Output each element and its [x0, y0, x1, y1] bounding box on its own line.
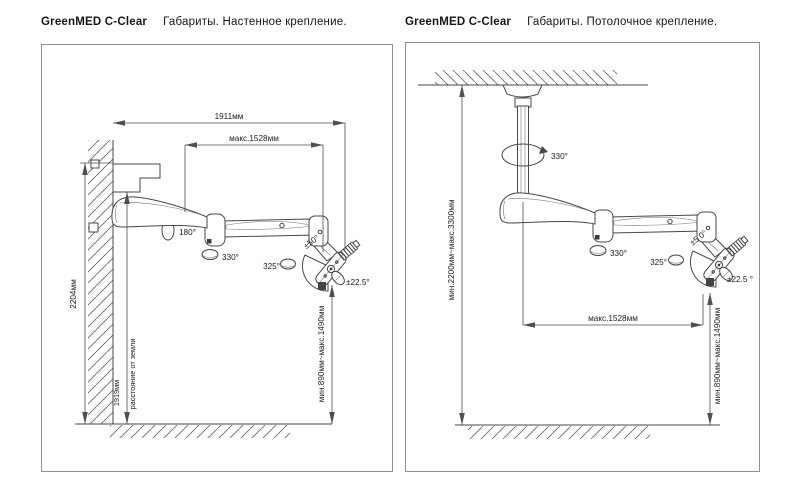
rotation-arrowhead [539, 146, 548, 154]
dim-head-range: мин.890мм~макс.1490мм [713, 307, 722, 405]
right-subtitle: Габариты. Потолочное крепление. [527, 16, 718, 28]
left-subtitle: Габариты. Настенное крепление. [163, 16, 347, 28]
angle-arm-rotate: 180° [179, 228, 196, 237]
dim-head-range: мин.890мм~макс.1490мм [317, 305, 326, 403]
angle-head-tilt: ±5 0° [688, 228, 709, 248]
ceiling-canopy [503, 85, 542, 97]
dim-reach-total: 1911мм [214, 112, 244, 121]
wall-bracket [113, 164, 160, 192]
ceiling-mount-diagram [405, 42, 760, 472]
dim-reach-max: макс.1528мм [229, 134, 279, 143]
angle-head-tilt: ±50° [302, 233, 321, 251]
right-panel-title [405, 16, 717, 28]
ceiling-pole [518, 106, 529, 202]
angle-head-swivel: ±22.5° [346, 278, 370, 287]
angle-pole-rotate: 330° [551, 152, 568, 161]
wall-mount-diagram [41, 44, 393, 472]
angle-joint1: 330° [222, 253, 239, 262]
left-panel-title [41, 16, 347, 28]
floor-hatch [110, 425, 290, 438]
angle-joint2: 325° [263, 262, 280, 271]
dim-ceiling-range: мин.2200мм~макс.3300мм [447, 199, 456, 301]
angle-joint1: 330° [610, 249, 627, 258]
angle-joint2: 325° [650, 258, 667, 267]
wall-anchor [91, 160, 99, 168]
dim-ground-height: 1919мм [112, 379, 121, 407]
ceiling-hatch [435, 70, 617, 85]
wall-anchor [89, 223, 98, 232]
floor-hatch [468, 426, 650, 439]
brand-name: GreenMED C-Clear [405, 16, 512, 28]
angle-head-swivel: ±22.5 ° [727, 275, 753, 284]
dim-ground-note: расстояние от земли [128, 338, 137, 410]
wall-hatch [88, 140, 113, 424]
dim-reach-max: макс.1528мм [588, 314, 638, 323]
dim-wall-height: 2204мм [69, 279, 78, 309]
brand-name: GreenMED C-Clear [41, 16, 148, 28]
